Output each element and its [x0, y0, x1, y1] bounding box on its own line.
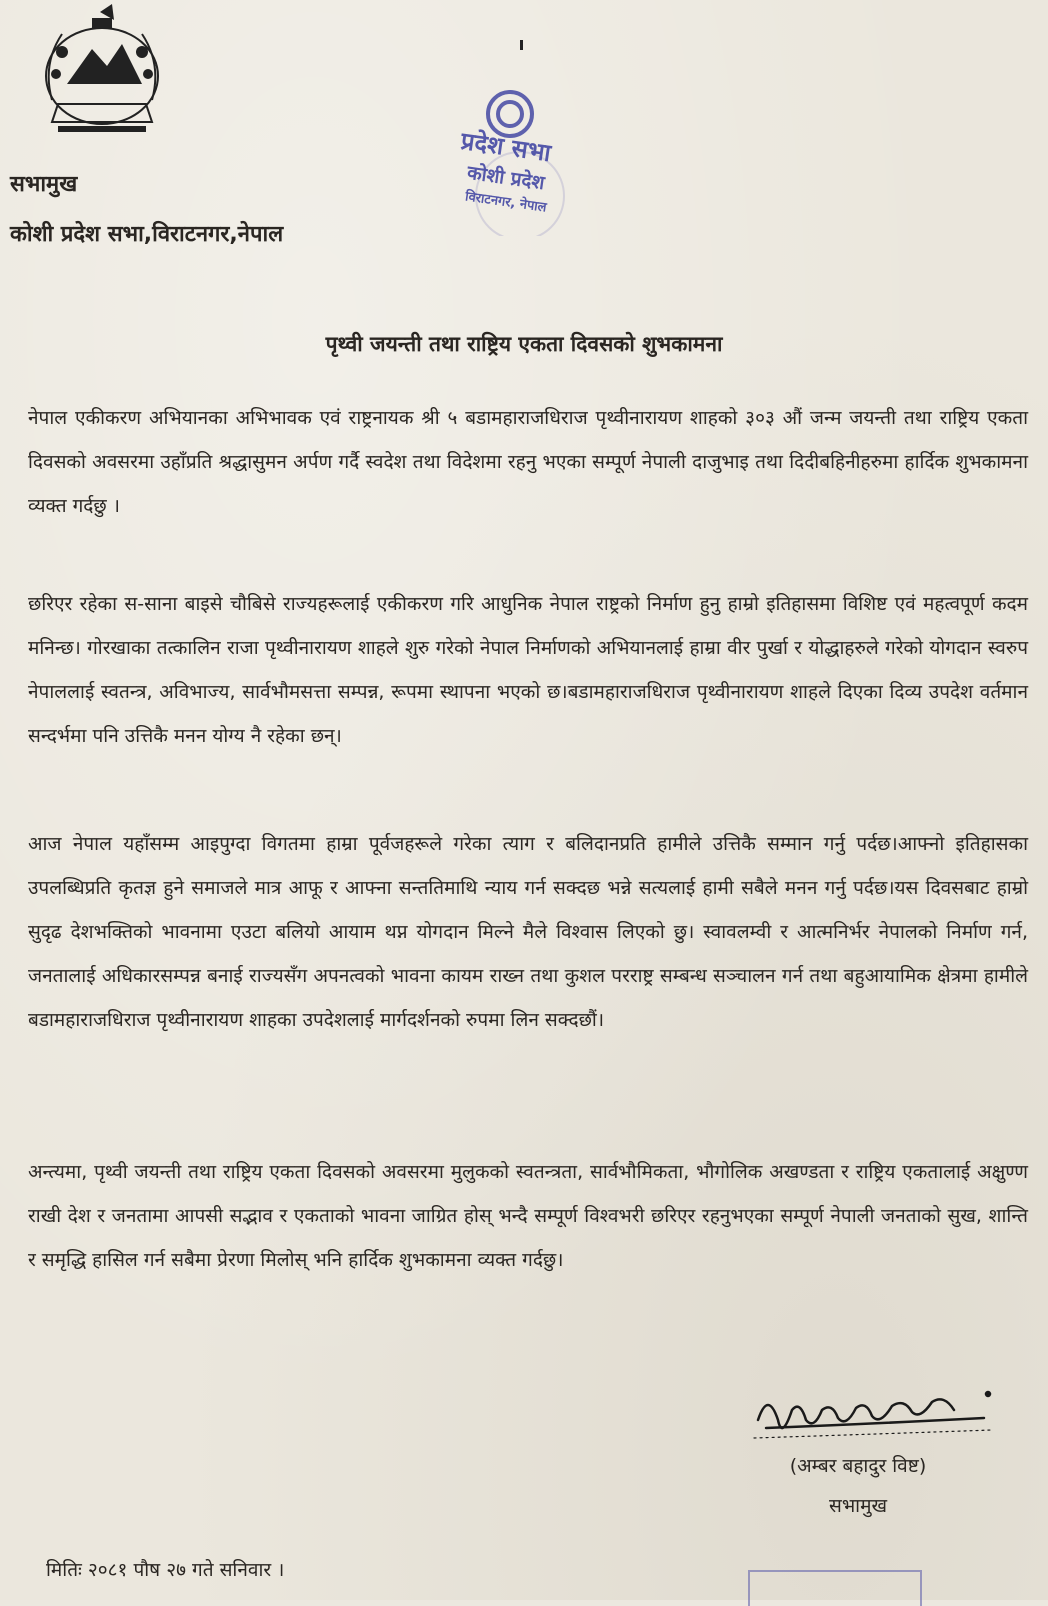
seal-text-line2: कोशी प्रदेश	[465, 161, 546, 195]
partial-stamp	[748, 1570, 922, 1606]
paragraph-2: छरिएर रहेका स-साना बाइसे चौबिसे राज्यहरूलाई एकीकरण गरि आधुनिक नेपाल राष्ट्रको निर्माण हुनु हाम्रो इतिहासमा विशिष्ट एवं महत्वपूर्ण कदम मनिन्छ। गोरखाका तत्कालिन राजा पृथ्वीनारायण शाहले शुरु गरेको नेपाल निर्माणको अभियानलाई हाम्रा वीर पुर्खा र योद्धाहरुले गरेको योगदान स्वरुप नेपाललाई स्वतन्त्र, अविभाज्य, सार्वभौमसत्ता सम्पन्न, रूपमा स्थापना भएको छ।बडामहाराजधिराज पृथ्वीनारायण शाहले दिएका दिव्य उपदेश वर्तमान सन्दर्भमा पनि उत्तिकै मनन योग्य नै रहेका छन्।	[28, 593, 1028, 747]
seal-text-line1: प्रदेश सभा	[459, 126, 553, 168]
paragraph-4: अन्त्यमा, पृथ्वी जयन्ती तथा राष्ट्रिय एकता दिवसको अवसरमा मुलुकको स्वतन्त्रता, सार्वभौमिकता, भौगोलिक अखण्डता र राष्ट्रिय एकतालाई अक्षुण्ण राखी देश र जनतामा आपसी सद्भाव र एकताको भावना जाग्रित होस् भन्दै सम्पूर्ण विश्वभरी छरिएर रहनुभएका सम्पूर्ण नेपाली जनताको सुख, शान्ति र समृद्धि हासिल गर्न सबैमा प्रेरणा मिलोस् भनि हार्दिक शुभकामना व्यक्त गर्दछु।	[28, 1161, 1028, 1271]
letter-subject: पृथ्वी जयन्ती तथा राष्ट्रिय एकता दिवसको शुभकामना	[325, 332, 723, 356]
handwritten-signature	[748, 1380, 998, 1450]
sender-address: कोशी प्रदेश सभा,विराटनगर,नेपाल	[10, 222, 284, 247]
seal-text-line3: विराटनगर, नेपाल	[464, 189, 548, 216]
sender-title: सभामुख	[10, 172, 78, 197]
ink-mark	[520, 40, 523, 50]
letter-date: मितिः २०८१ पौष २७ गते सनिवार ।	[46, 1559, 285, 1581]
paragraph-1: नेपाल एकीकरण अभियानका अभिभावक एवं राष्ट्रनायक श्री ५ बडामहाराजधिराज पृथ्वीनारायण शाहको ३०३ औं जन्म जयन्ती तथा राष्ट्रिय एकता दिवसको अवसरमा उहाँप्रति श्रद्धासुमन अर्पण गर्दै स्वदेश तथा विदेशमा रहनु भएका सम्पूर्ण नेपाली दाजुभाइ तथा दिदीबहिनीहरुमा हार्दिक शुभकामना व्यक्त गर्दछु ।	[28, 407, 1028, 517]
paragraph-3: आज नेपाल यहाँसम्म आइपुग्दा विगतमा हाम्रा पूर्वजहरूले गरेका त्याग र बलिदानप्रति हामीले उत्तिकै सम्मान गर्नु पर्दछ।आफ्नो इतिहासका उपलब्धिप्रति कृतज्ञ हुने समाजले मात्र आफू र आफ्ना सन्ततिमाथि न्याय गर्न सक्दछ भन्ने सत्यलाई हामी सबैले मनन गर्नु पर्दछ।यस दिवसबाट हाम्रो सुदृढ देशभक्तिको भावनामा एउटा बलियो आयाम थप्न योगदान मिल्ने मैले विश्वास लिएको छु। स्वावलम्वी र आत्मनिर्भर नेपालको निर्माण गर्न, जनतालाई अधिकारसम्पन्न बनाई राज्यसँग अपनत्वको भावना कायम राख्न तथा कुशल परराष्ट्र सम्बन्ध सञ्चालन गर्न तथा बहुआयामिक क्षेत्रमा हामीले बडामहाराजधिराज पृथ्वीनारायण शाहका उपदेशलाई मार्गदर्शनको रुपमा लिन सक्दछौं।	[28, 833, 1028, 1031]
signatory-name: (अम्बर बहादुर विष्ट)	[789, 1455, 927, 1477]
assembly-seal	[436, 86, 576, 236]
signatory-title: सभामुख	[828, 1495, 888, 1517]
nepal-emblem-icon	[22, 4, 182, 144]
